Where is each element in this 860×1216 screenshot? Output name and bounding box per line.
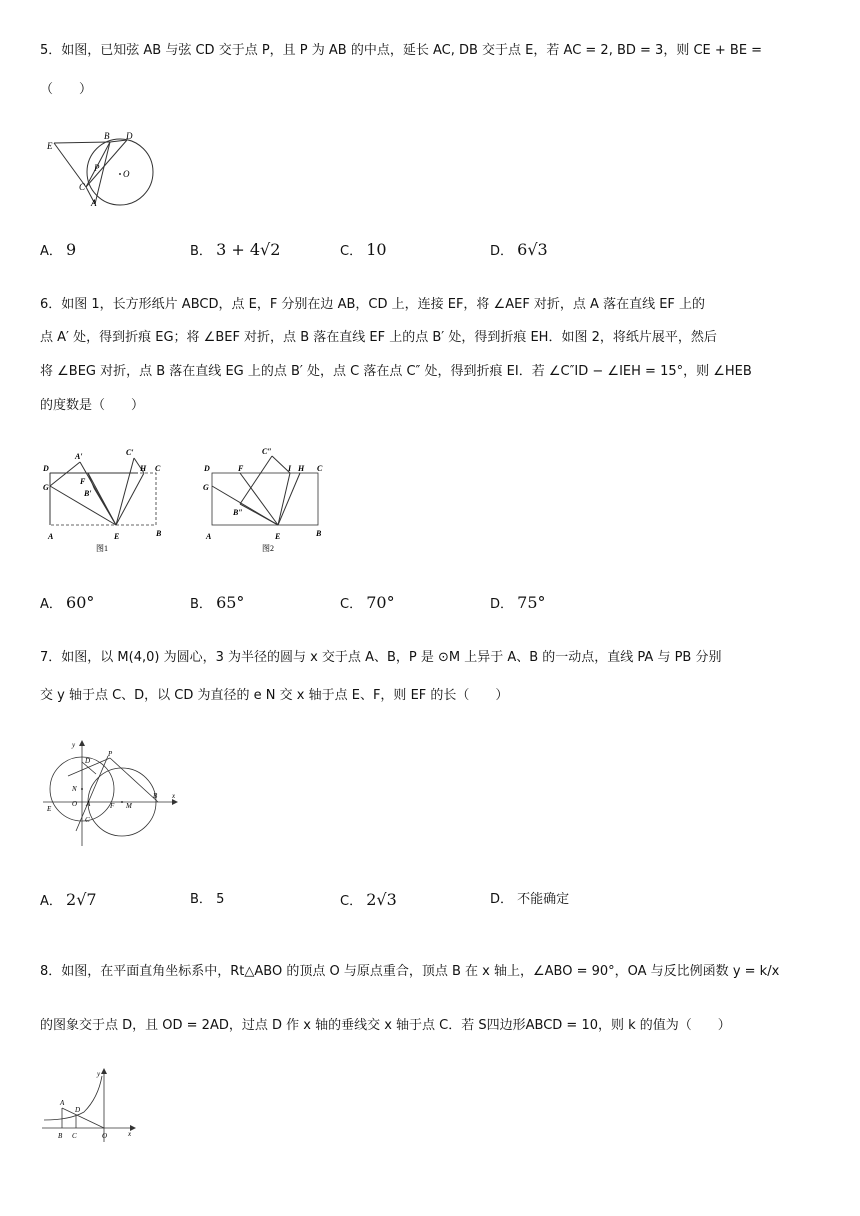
q8-label-y: y <box>97 1070 101 1078</box>
q5-label-b: B <box>104 131 110 141</box>
q6f2-label-b: B <box>316 529 322 538</box>
q6f2-label-b-double-prime: B″ <box>233 508 243 517</box>
q7-label-n: N <box>72 785 77 793</box>
q7-label-f: F <box>110 802 115 810</box>
question-6-stem-line1: 6．如图 1，长方形纸片 ABCD，点 E，F 分别在边 AB，CD 上，连接 EF，将 ∠AEF 对折，点 A 落在直线 EF 上的 <box>40 297 706 312</box>
q6f1-label-d: D <box>43 464 49 473</box>
question-6-figures <box>40 444 340 556</box>
q5-option-c[interactable]: C． 10 <box>340 240 387 259</box>
q7-option-b[interactable]: B． 5 <box>190 892 225 907</box>
q5-label-a: A <box>91 198 97 208</box>
q7-label-y: y <box>72 741 76 749</box>
q7-label-b: B <box>153 792 158 800</box>
q5-label-e: E <box>47 141 53 151</box>
q6-option-a[interactable]: A． 60° <box>40 593 95 612</box>
q6-option-d[interactable]: D． 75° <box>490 593 546 612</box>
q8-label-b: B <box>58 1132 63 1140</box>
question-8-figure <box>40 1068 140 1144</box>
q6f2-label-c-double-prime: C″ <box>262 447 272 456</box>
q7-label-c: C <box>85 816 90 824</box>
q7-label-a: A <box>86 800 91 808</box>
q8-label-x: x <box>128 1130 132 1138</box>
question-5-blank: （ ） <box>40 82 93 97</box>
question-8-stem-line1: 8．如图，在平面直角坐标系中，Rt△ABO 的顶点 O 与原点重合，顶点 B 在 x 轴上，∠ABO = 90°，OA 与反比例函数 y = k/x <box>40 964 780 979</box>
q6f1-label-b-prime: B′ <box>84 489 92 498</box>
question-5-figure <box>40 128 160 210</box>
q8-label-c: C <box>72 1132 77 1140</box>
q6f2-label-e: E <box>275 532 281 541</box>
q6f2-label-h: H <box>298 464 305 473</box>
q7-label-x: x <box>172 792 176 800</box>
q6f1-label-h: H <box>140 464 147 473</box>
q6f2-label-g: G <box>203 483 209 492</box>
q6-option-c[interactable]: C． 70° <box>340 593 395 612</box>
q6f1-label-g: G <box>43 483 49 492</box>
q7-label-m: M <box>126 802 132 810</box>
q8-label-a: A <box>60 1099 65 1107</box>
q6-figure-2 <box>203 447 323 553</box>
q6f1-label-c-prime: C′ <box>126 448 134 457</box>
q6f1-label-f: F <box>80 477 86 486</box>
q5-label-p: P <box>94 163 100 173</box>
q6f2-label-f: F <box>238 464 244 473</box>
question-7-figure <box>40 738 180 850</box>
question-8-stem-line2: 的图象交于点 D，且 OD = 2AD，过点 D 作 x 轴的垂线交 x 轴于点 C．若 S四边形ABCD = 10，则 k 的值为（ ） <box>40 1018 731 1033</box>
q7-label-o: O <box>72 800 78 808</box>
q6-option-b[interactable]: B． 65° <box>190 593 245 612</box>
q8-label-d: D <box>75 1106 81 1114</box>
q5-option-b[interactable]: B． 3 + 4√2 <box>190 240 281 259</box>
q8-label-o: O <box>102 1132 108 1140</box>
q5-label-o: O <box>123 169 130 179</box>
q7-label-p: P <box>108 750 113 758</box>
q6-figure-2-caption: 图2 <box>262 544 274 553</box>
q7-option-d[interactable]: D． 不能确定 <box>490 892 570 907</box>
question-6-stem-line4: 的度数是（ ） <box>40 398 145 413</box>
q6f1-label-c: C <box>155 464 161 473</box>
q6-figure-1-caption: 图1 <box>96 544 108 553</box>
q6f1-label-a-prime: A′ <box>75 452 83 461</box>
q5-option-a[interactable]: A． 9 <box>40 240 77 259</box>
q5-label-d: D <box>126 131 133 141</box>
q7-option-a[interactable]: A． 2√7 <box>40 890 97 909</box>
question-5-stem: 5．如图，已知弦 AB 与弦 CD 交于点 P，且 P 为 AB 的中点，延长 AC, DB 交于点 E，若 AC = 2, BD = 3，则 CE + BE = <box>40 43 763 58</box>
q7-label-e: E <box>47 805 52 813</box>
q6f2-label-c: C <box>317 464 323 473</box>
q6-figure-1 <box>42 448 162 553</box>
q5-option-d[interactable]: D． 6√3 <box>490 240 548 259</box>
q6f1-label-b: B <box>156 529 162 538</box>
question-6-stem-line2: 点 A′ 处，得到折痕 EG；将 ∠BEF 对折，点 B 落在直线 EF 上的点 B′ 处，得到折痕 EH．如图 2，将纸片展平，然后 <box>40 330 717 345</box>
question-7-stem-line2: 交 y 轴于点 C、D，以 CD 为直径的 e N 交 x 轴于点 E、F，则 EF 的长（ ） <box>40 688 509 703</box>
q6f2-label-i: I <box>288 464 292 473</box>
q6f1-label-a: A <box>48 532 54 541</box>
q7-option-c[interactable]: C． 2√3 <box>340 890 397 909</box>
question-6-stem-line3: 将 ∠BEG 对折，点 B 落在直线 EG 上的点 B′ 处，点 C 落在点 C″ 处，得到折痕 EI．若 ∠C″ID − ∠IEH = 15°，则 ∠HEB <box>40 364 752 379</box>
q7-label-d: D <box>85 757 91 765</box>
question-7-stem-line1: 7．如图，以 M(4,0) 为圆心，3 为半径的圆与 x 交于点 A、B，P 是 ⊙M 上异于 A、B 的一动点，直线 PA 与 PB 分别 <box>40 650 722 665</box>
q6f2-label-a: A <box>206 532 212 541</box>
q6f2-label-d: D <box>204 464 210 473</box>
q5-label-c: C <box>79 182 86 192</box>
q6f1-label-e: E <box>114 532 120 541</box>
